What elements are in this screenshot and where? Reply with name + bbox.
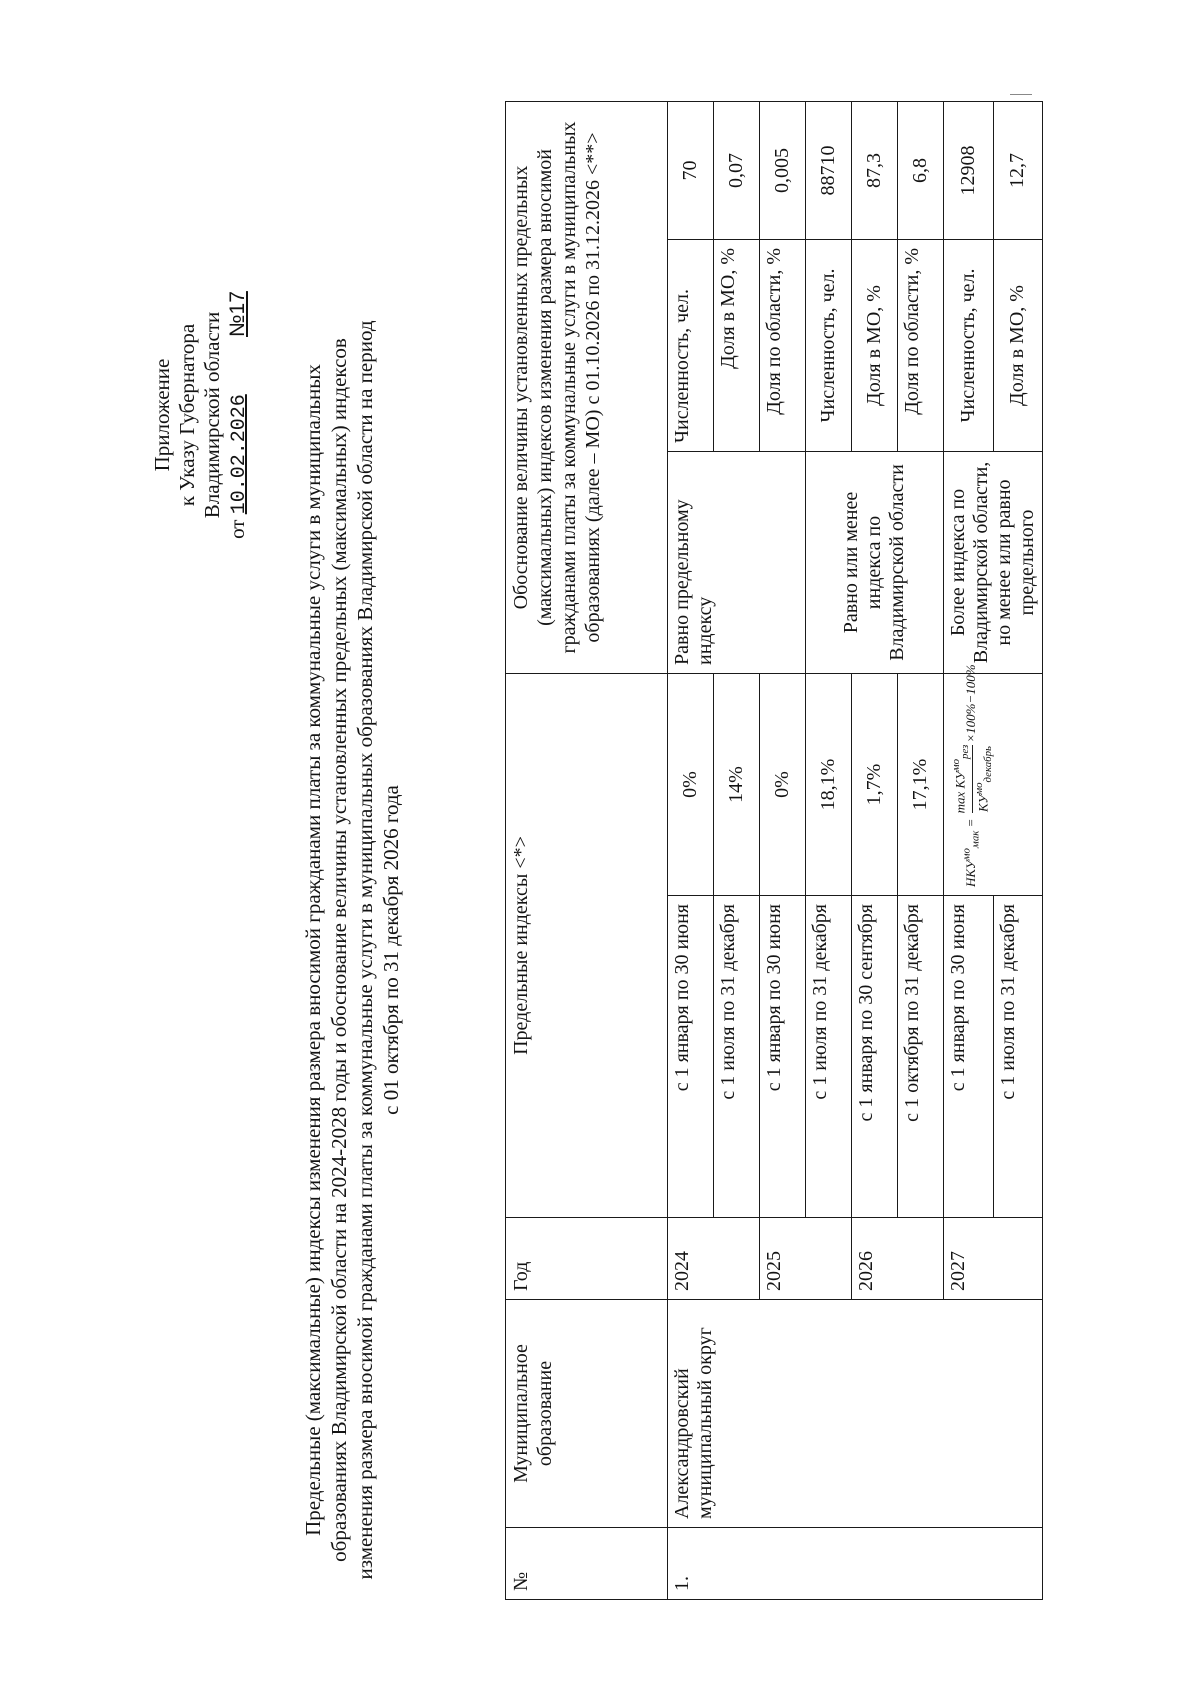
header-num: № bbox=[506, 1528, 668, 1600]
title-line-3: изменения размера вносимой гражданами платы за коммунальные услуги в муниципальных образованиях Владимирской области на период bbox=[353, 320, 377, 1580]
index-value: 14% bbox=[714, 674, 760, 896]
metric-label: Доля по области, % bbox=[760, 240, 806, 452]
metric-value: 0,005 bbox=[760, 101, 806, 239]
metric-label: Численность, чел. bbox=[806, 240, 852, 452]
formula-tail: ×100%−100% bbox=[963, 664, 979, 743]
index-value: 0% bbox=[760, 674, 806, 896]
appendix-title: Приложение bbox=[150, 358, 174, 472]
formula-den-sub: декабрь bbox=[981, 746, 994, 783]
table-header-row bbox=[506, 101, 668, 1599]
row-number: 1. bbox=[668, 1528, 1043, 1600]
date-prefix: от bbox=[225, 519, 249, 539]
index-value: 0% bbox=[668, 674, 714, 896]
formula-lhs: НКУ bbox=[963, 860, 979, 887]
metric-label: Численность, чел. bbox=[668, 240, 714, 452]
metric-value: 87,3 bbox=[852, 101, 898, 239]
period-cell: с 1 июля по 31 декабря bbox=[993, 896, 1043, 1218]
appendix-block bbox=[150, 250, 252, 580]
year-2027: 2027 bbox=[944, 1218, 1043, 1300]
metric-value: 88710 bbox=[806, 101, 852, 239]
index-value: 18,1% bbox=[806, 674, 852, 896]
formula-num-sup: мо bbox=[950, 758, 962, 772]
formula-num-sub: рез bbox=[958, 744, 971, 759]
table-row bbox=[668, 101, 714, 1599]
period-cell: с 1 октября по 31 декабря bbox=[898, 896, 944, 1218]
appendix-region: Владимирской области bbox=[200, 311, 224, 519]
period-cell: с 1 января по 30 июня bbox=[760, 896, 806, 1218]
decree-date: 10.02.2026 bbox=[228, 394, 251, 515]
index-value: 1,7% bbox=[852, 674, 898, 896]
header-justification: Обоснование величины установленных предельных (максимальных) индексов изменения размера вносимой гражданами платы за коммунальные услуги в муниципальных образованиях (далее – МО) с 01.10.2026 по 31.12.2026 <**> bbox=[506, 101, 668, 673]
metric-value: 6,8 bbox=[898, 101, 944, 239]
year-2026: 2026 bbox=[852, 1218, 944, 1300]
title-line-4: с 01 октября по 31 декабря 2026 года bbox=[379, 785, 403, 1115]
document-title bbox=[300, 320, 404, 1580]
period-cell: с 1 января по 30 июня bbox=[668, 896, 714, 1218]
group-above-region: Более индекса по Владимирской области, но менее или равно предельного bbox=[944, 452, 1043, 674]
formula-expression: $НКУ^{мо}_{мак}$ = $\max КУ^{мо}_{рез}$ $КУ^{мо}_{декабрь}$ ×100%−100% bbox=[950, 664, 994, 887]
indices-table bbox=[505, 101, 1043, 1600]
mo-name: Александровский муниципальный округ bbox=[668, 1300, 1043, 1528]
formula-fraction bbox=[950, 745, 995, 814]
period-cell: с 1 января по 30 сентября bbox=[852, 896, 898, 1218]
metric-value: 12908 bbox=[944, 101, 994, 239]
formula-den-sup: мо bbox=[972, 782, 985, 795]
header-indices: Предельные индексы <*> bbox=[506, 674, 668, 1218]
metric-label: Доля в МО, % bbox=[993, 240, 1043, 452]
period-cell: с 1 января по 30 июня bbox=[944, 896, 994, 1218]
year-2025: 2025 bbox=[760, 1218, 852, 1300]
metric-label: Доля в МО, % bbox=[714, 240, 760, 452]
formula-denominator bbox=[973, 745, 995, 814]
year-2024: 2024 bbox=[668, 1218, 760, 1300]
metric-value: 70 bbox=[668, 101, 714, 239]
document-page bbox=[0, 80, 1100, 1640]
formula-lhs-sub: мак bbox=[970, 830, 982, 849]
formula-numerator bbox=[950, 745, 973, 814]
decree-number: №17 bbox=[226, 291, 249, 337]
metric-label: Численность, чел. bbox=[944, 240, 994, 452]
header-mo: Муниципальное образование bbox=[506, 1300, 668, 1528]
group-equal-limit: Равно предельному индексу bbox=[668, 452, 806, 674]
title-line-2: образованиях Владимирской области на 2024-2028 годы и обоснование величины установленных предельных (максимальных) индексов bbox=[327, 338, 351, 1562]
scan-mark bbox=[1010, 94, 1032, 95]
group-below-region: Равно или менее индекса по Владимирской области bbox=[806, 452, 944, 674]
metric-value: 0,07 bbox=[714, 101, 760, 239]
appendix-date-line bbox=[225, 250, 252, 580]
period-cell: с 1 июля по 31 декабря bbox=[714, 896, 760, 1218]
metric-label: Доля по области, % bbox=[898, 240, 944, 452]
header-year: Год bbox=[506, 1218, 668, 1300]
formula-den: КУ bbox=[975, 794, 991, 812]
period-cell: с 1 июля по 31 декабря bbox=[806, 896, 852, 1218]
formula-lhs-sup: мо bbox=[961, 848, 974, 861]
metric-value: 12,7 bbox=[993, 101, 1043, 239]
metric-label: Доля в МО, % bbox=[852, 240, 898, 452]
formula-num: max КУ bbox=[952, 771, 968, 814]
appendix-to-decree: к Указу Губернатора bbox=[175, 323, 199, 507]
title-line-1: Предельные (максимальные) индексы изменения размера вносимой гражданами платы за коммунальные услуги в муниципальных bbox=[301, 364, 325, 1536]
index-formula bbox=[944, 664, 1043, 896]
index-value: 17,1% bbox=[898, 674, 944, 896]
